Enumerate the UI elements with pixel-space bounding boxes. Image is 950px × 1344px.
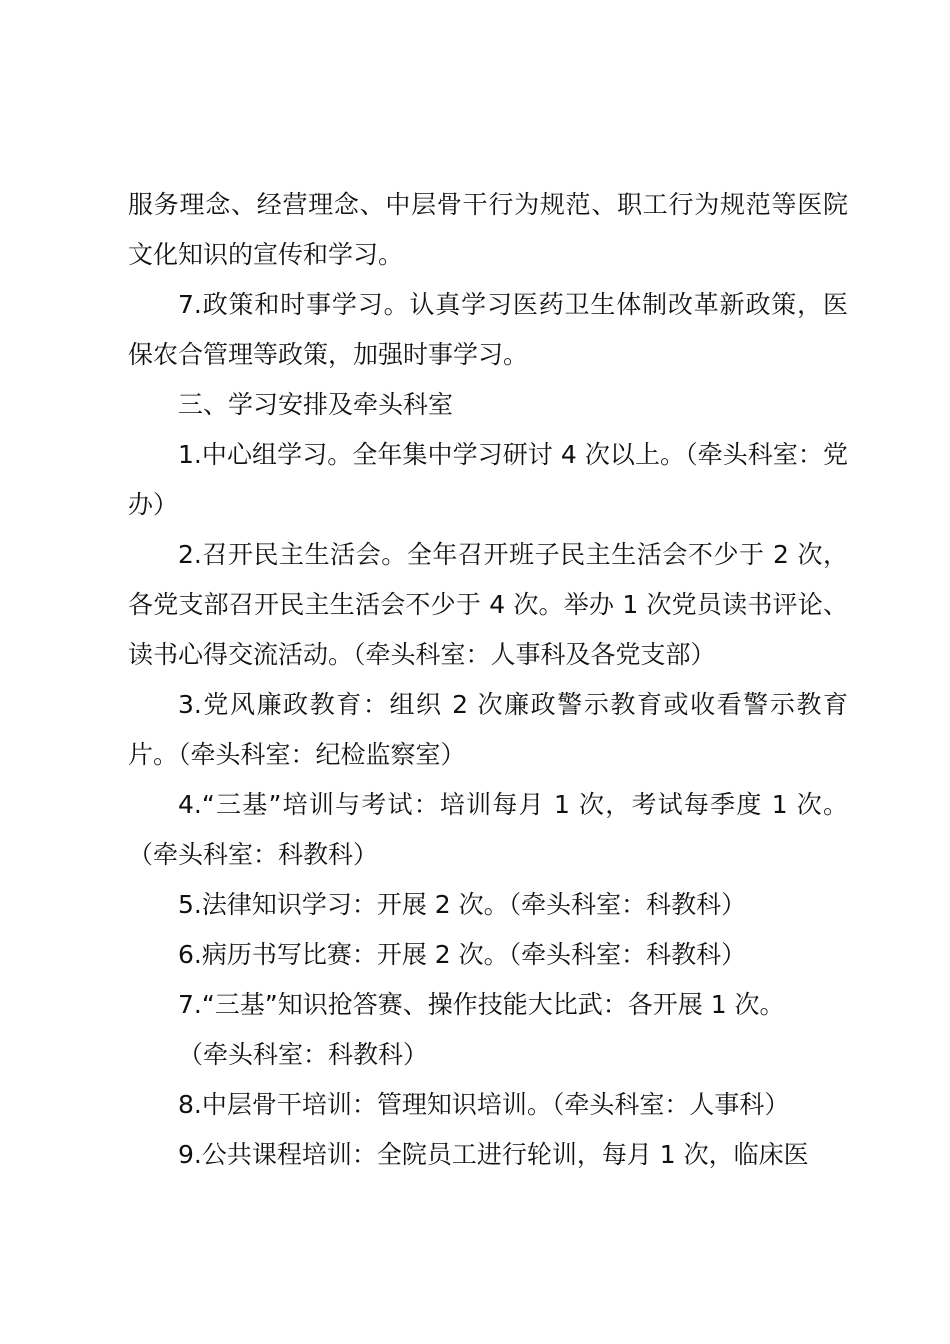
paragraph-item-2: 2.召开民主生活会。全年召开班子民主生活会不少于 2 次，各党支部召开民主生活会不少于 4 次。举办 1 次党员读书评论、读书心得交流活动。（牵头科室：人事科及各党支部） [128, 540, 848, 669]
paragraph-item-3: 3.党风廉政教育：组织 2 次廉政警示教育或收看警示教育片。（牵头科室：纪检监察室） [128, 690, 848, 769]
paragraph-item-1: 1.中心组学习。全年集中学习研讨 4 次以上。（牵头科室：党办） [128, 440, 848, 519]
paragraph-item-7: 7.“三基”知识抢答赛、操作技能大比武：各开展 1 次。 [178, 990, 785, 1019]
paragraph-hospital-culture: 服务理念、经营理念、中层骨干行为规范、职工行为规范等医院文化知识的宣传和学习。 [128, 190, 848, 269]
paragraph-item-4: 4.“三基”培训与考试：培训每月 1 次，考试每季度 1 次。（牵头科室：科教科） [128, 790, 848, 869]
paragraph-policy-study: 7.政策和时事学习。认真学习医药卫生体制改革新政策，医保农合管理等政策，加强时事学习。 [128, 290, 848, 369]
document-body [128, 180, 848, 1180]
paragraph-item-5: 5.法律知识学习：开展 2 次。（牵头科室：科教科） [178, 890, 747, 919]
paragraph-item-6: 6.病历书写比赛：开展 2 次。（牵头科室：科教科） [178, 940, 747, 969]
paragraph-item-7-lead-dept: （牵头科室：科教科） [178, 1040, 429, 1069]
paragraph-item-9: 9.公共课程培训：全院员工进行轮训，每月 1 次，临床医 [178, 1140, 809, 1169]
section-heading-study-arrangement: 三、学习安排及牵头科室 [178, 390, 454, 419]
paragraph-item-8: 8.中层骨干培训：管理知识培训。（牵头科室：人事科） [178, 1090, 790, 1119]
